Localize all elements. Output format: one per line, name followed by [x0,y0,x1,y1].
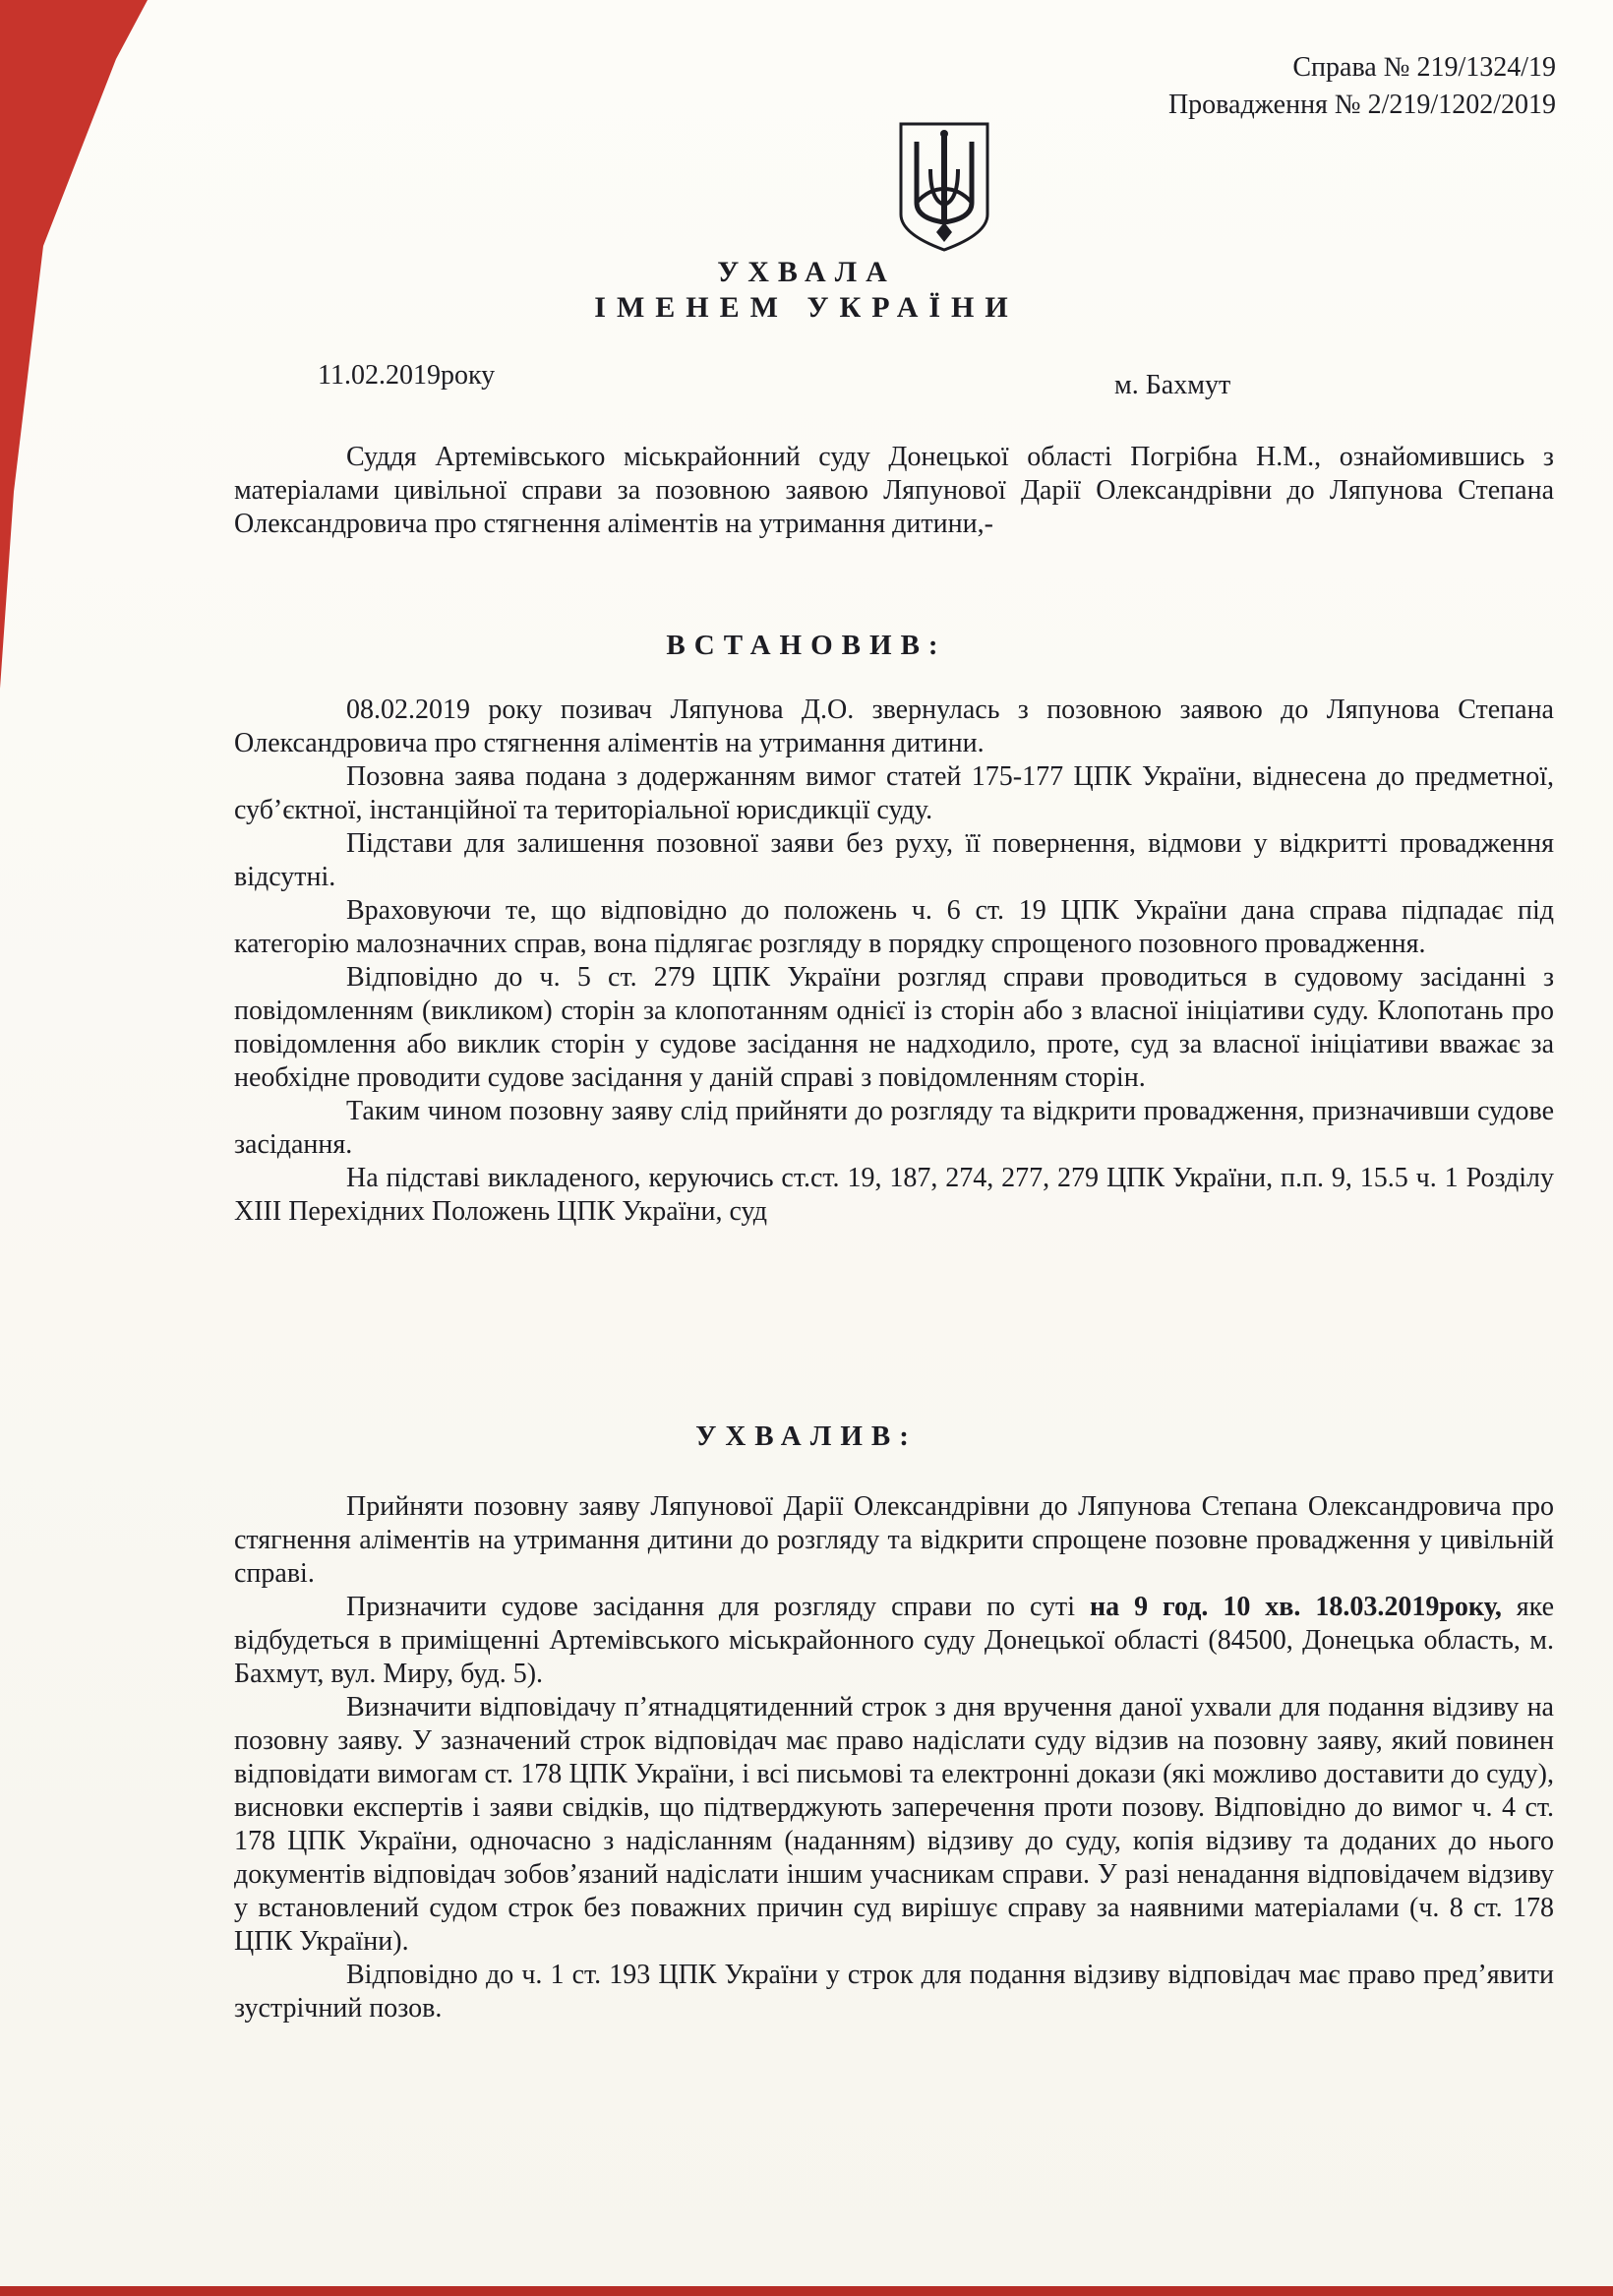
decided-paragraph: Прийняти позовну заяву Ляпунової Дарії Олександрівни до Ляпунова Степана Олександровича про стягнення аліментів на утримання дитини до розгляду та відкрити спрощене позовне провадження у цивільній справі. [234,1491,1554,1589]
established-section [234,694,1554,1229]
established-paragraph: Враховуючи те, що відповідно до положень ч. 6 ст. 19 ЦПК України дана справа підпадає під категорію малозначних справ, вона підлягає розгляду в порядку спрощеного позовного провадження. [234,895,1554,959]
document-subtitle: ІМЕНЕМ УКРАЇНИ [594,291,1019,324]
intro-paragraph [234,441,1554,541]
established-paragraph: Позовна заява подана з додержанням вимог статей 175-177 ЦПК України, віднесена до предметної, суб’єктної, інстанційної та територіальної юрисдикції суду. [234,761,1554,825]
decided-heading: УХВАЛИВ: [695,1420,918,1452]
decided-paragraph: Визначити відповідачу п’ятнадцятиденний строк з дня вручення даної ухвали для подання відзиву на позовну заяву. У зазначений строк відповідач має право надіслати суду відзив на позовну заяву, який повинен відповідати вимогам ст. 178 ЦПК України, і всі письмові та електронні докази (які можливо доставити до суду), висновки експертів і заяви свідків, що підтверджують заперечення проти позову. Відповідно до вимог ч. 4 ст. 178 ЦПК України, одночасно з надісланням (наданням) відзиву до суду, копія відзиву та доданих до нього документів відповідач зобов’язаний надіслати іншим учасникам справи. У разі ненадання відповідачем відзиву у встановлений судом строк без поважних причин суд вирішує справу за наявними матеріалами (ч. 8 ст. 178 ЦПК України). [234,1692,1554,1957]
proceeding-number: Провадження № 2/219/1202/2019 [1167,90,1556,120]
decided-paragraph-hearing [234,1591,1554,1691]
hearing-text-start: Призначити судове засідання для розгляду справи по суті [346,1592,1091,1622]
established-paragraph: Таким чином позовну заяву слід прийняти до розгляду та відкрити провадження, призначивши судове засідання. [234,1096,1554,1160]
document-city: м. Бахмут [1114,370,1231,400]
trident-icon [895,120,993,252]
established-heading: ВСТАНОВИВ: [666,630,947,661]
document-date: 11.02.2019року [318,360,496,391]
hearing-datetime: на 9 год. 10 хв. 18.03.2019року, [1090,1592,1502,1622]
document-title: УХВАЛА [717,256,896,288]
hearing-text-end: яке відбудеться в приміщенні Артемівського міськрайонного суду Донецької області (84500, Донецька область, м. Бахмут, вул. Миру, буд. 5). [234,1592,1554,1689]
case-info [1168,49,1556,124]
decided-paragraph: Відповідно до ч. 1 ст. 193 ЦПК України у строк для подання відзиву відповідач має право пред’явити зустрічний позов. [234,1960,1554,2024]
case-number: Справа № 219/1324/19 [1292,52,1556,83]
decided-section [234,1490,1554,2025]
established-paragraph: Підстави для залишення позовної заяви без руху, її повернення, відмови у відкритті провадження відсутні. [234,828,1554,892]
established-paragraph: На підставі викладеного, керуючись ст.ст. 19, 187, 274, 277, 279 ЦПК України, п.п. 9, 15.5 ч. 1 Розділу ХІІІ Перехідних Положень ЦПК України, суд [234,1163,1554,1227]
established-paragraph: 08.02.2019 року позивач Ляпунова Д.О. звернулась з позовною заявою до Ляпунова Степана Олександровича про стягнення аліментів на утримання дитини. [234,695,1554,758]
scan-edge-bottom [0,2286,1613,2296]
established-paragraph: Відповідно до ч. 5 ст. 279 ЦПК України розгляд справи проводиться в судовому засіданні з повідомленням (викликом) сторін за клопотанням однієї із сторін або з власної ініціативи суду. Клопотань про повідомлення або виклик сторін у судове засідання не надходило, проте, суд за власної ініціативи вважає за необхідне проводити судове засідання у даній справі з повідомленням сторін. [234,962,1554,1093]
intro-text: Суддя Артемівського міськрайонний суду Донецької області Погрібна Н.М., ознайомившись з матеріалами цивільної справи за позовною заявою Ляпунової Дарії Олександрівни до Ляпунова Степана Олександровича про стягнення аліментів на утримання дитини,- [234,442,1554,539]
